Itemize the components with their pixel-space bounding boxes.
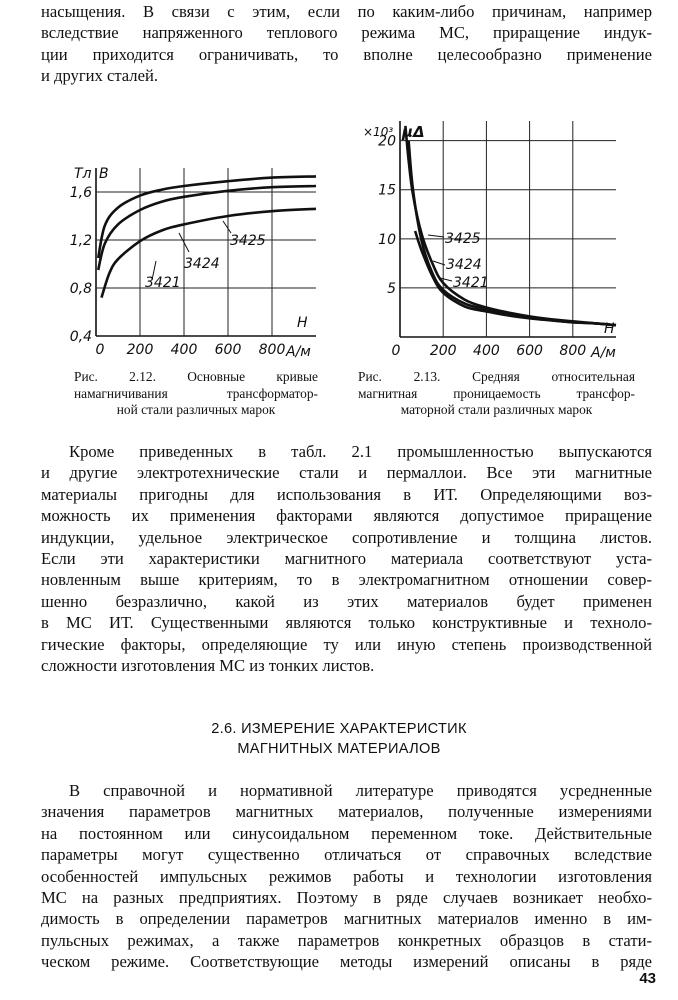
text-line: индукции, удельное электрическое сопротивление и толщина листов. <box>41 527 652 547</box>
text-line: димость в определении параметров магнитных материалов именно в им- <box>41 909 652 929</box>
figure-2-12-chart <box>68 155 330 360</box>
text-line: параметры могут существенно отличаться от справочных вследствие <box>41 845 652 865</box>
fig1-y-tick-label: 1,2 <box>69 233 92 249</box>
fig1-curve-label-3425: 3425 <box>230 233 266 249</box>
fig1-y-unit: Тл <box>74 166 92 182</box>
fig1-x-axis-label: H <box>297 315 308 331</box>
fig2-x-tick-label: 200 <box>429 343 457 359</box>
fig2-y-tick-label: 10 <box>378 231 396 248</box>
caption-line: магнитная проницаемость трансфор- <box>358 385 635 401</box>
section-heading-line-1: 2.6. ИЗМЕРЕНИЕ ХАРАКТЕРИСТИК <box>211 721 467 737</box>
figure-2-13-chart <box>360 113 628 363</box>
body-paragraph <box>41 441 652 676</box>
fig2-curve-3425 <box>405 126 616 325</box>
fig1-curve-label-3421: 3421 <box>145 275 181 291</box>
text-line: значения параметров магнитных материалов, полученные измерениями <box>41 802 652 822</box>
fig1-x-tick-label: 600 <box>214 342 242 358</box>
fig2-x-axis-label: H <box>604 321 615 337</box>
text-line: сложности изготовления МС из тонких листов. <box>41 656 375 676</box>
fig1-x-tick-label: 800 <box>258 342 286 358</box>
fig2-y-multiplier: ×10³ <box>363 125 394 139</box>
fig2-x-tick-label: 800 <box>559 343 587 359</box>
caption-line: маторной стали различных марок <box>400 402 593 417</box>
text-line: и других сталей. <box>41 66 158 86</box>
text-line: в МС ИТ. Существенными являются только конструктивные и техноло- <box>41 613 652 633</box>
fig1-x-tick-label: 400 <box>170 342 198 358</box>
text-line: В справочной и нормативной литературе приводятся усредненные <box>69 781 652 800</box>
fig2-curve-label-3424: 3424 <box>446 257 482 273</box>
fig1-y-axis-label: B <box>99 166 109 182</box>
text-line: материалы пригодны для использования в ИТ. Определяющими воз- <box>41 484 652 504</box>
section-heading-line-2: МАГНИТНЫХ МАТЕРИАЛОВ <box>237 741 441 757</box>
caption-line: ной стали различных марок <box>116 402 276 417</box>
fig1-y-tick-label: 1,6 <box>69 185 92 201</box>
fig1-x-tick-label: 200 <box>126 342 154 358</box>
fig1-y-tick-label: 0,4 <box>69 329 92 345</box>
text-line: пульсных режимах, а также параметров конкретных образцов в стати- <box>41 930 652 950</box>
intro-paragraph <box>41 1 652 87</box>
figure-2-12-caption <box>74 369 318 419</box>
fig1-y-tick-label: 0,8 <box>69 281 92 297</box>
fig1-curve-3421 <box>102 209 317 298</box>
fig2-y-axis-label: μΔ <box>402 123 425 141</box>
text-line: можность их применения факторами являются допустимое приращение <box>41 506 652 526</box>
text-line: и другие электротехнические стали и пермаллои. Все эти магнитные <box>41 463 652 483</box>
fig2-y-tick-label: 15 <box>378 182 396 199</box>
section-heading <box>0 719 678 759</box>
text-line: шенно безразлично, какой из этих материалов будет применен <box>41 591 652 611</box>
figure-2-13-caption <box>358 369 635 419</box>
fig1-curve-3425 <box>98 176 316 258</box>
page-number: 43 <box>639 970 656 987</box>
fig2-y-tick-label: 20 <box>378 133 396 150</box>
fig1-x-tick-label: 0 <box>95 342 105 358</box>
text-line: ции приходится ограничивать, то вполне целесообразно применение <box>41 44 652 64</box>
text-line: особенностей импульсных режимов работы и технологии изготовления <box>41 866 652 886</box>
fig2-x-tick-label: 0 <box>391 343 401 359</box>
text-line: Если эти характеристики магнитного материала соответствуют уста- <box>41 549 652 569</box>
section-paragraph <box>41 780 652 973</box>
fig2-annotations <box>363 123 616 361</box>
caption-line: Рис. 2.13. Средняя относительная <box>358 369 635 384</box>
text-line: новленным выше критериям, то в электромагнитном отношении совер- <box>41 570 652 590</box>
caption-line: Рис. 2.12. Основные кривые <box>74 369 318 384</box>
caption-line: намагничивания трансформатор- <box>74 385 318 401</box>
text-line: насыщения. В связи с этим, если по каким-либо причинам, например <box>41 2 652 21</box>
text-line: на постоянном или синусоидальном переменном токе. Действительные <box>41 823 652 843</box>
fig2-x-unit: А/м <box>591 345 616 361</box>
text-line: МС на разных предприятиях. Поэтому в ряде случаев возникает необхо- <box>41 888 652 908</box>
fig1-x-unit: А/м <box>286 344 311 360</box>
fig2-curve-label-3425: 3425 <box>445 231 481 247</box>
fig2-curve-label-3421: 3421 <box>453 275 489 291</box>
text-line: Кроме приведенных в табл. 2.1 промышленностью выпускаются <box>69 442 652 461</box>
fig1-curve-label-3424: 3424 <box>184 256 220 272</box>
fig2-x-tick-label: 400 <box>473 343 500 359</box>
text-line: ческом режиме. Соответствующие методы измерений описаны в ряде <box>41 952 652 972</box>
text-line: гические факторы, определяющие ту или иную степень производственной <box>41 634 652 654</box>
text-line: вследствие напряженного теплового режима МС, приращение индук- <box>41 23 652 43</box>
fig2-curve-3424 <box>409 141 616 326</box>
fig2-x-tick-label: 600 <box>516 343 543 359</box>
fig2-y-tick-label: 5 <box>387 280 396 297</box>
